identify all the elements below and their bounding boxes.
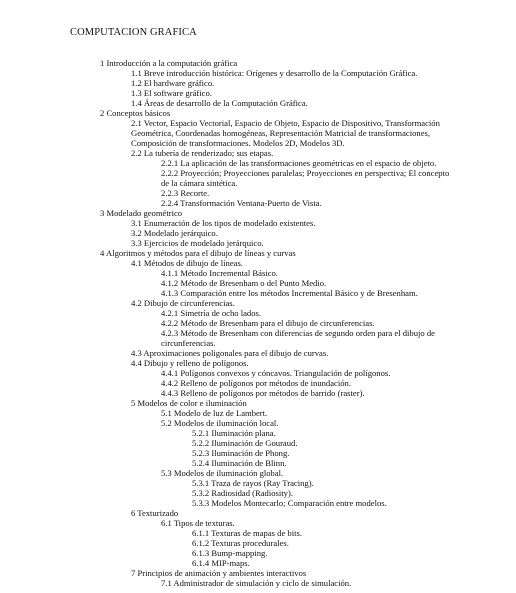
toc-line: 6 Texturizado (131, 508, 179, 518)
toc-line: 6.1.1 Texturas de mapas de bits. (192, 528, 302, 538)
toc-line: 5.2.1 Iluminación plana. (192, 428, 276, 438)
toc-line: 6.1.4 MIP-maps. (192, 558, 250, 568)
toc-line: 3.2 Modelado jerárquico. (131, 228, 218, 238)
toc-line: de la cámara sintética. (161, 178, 238, 188)
toc-line: 2 Conceptos básicos (100, 108, 171, 118)
toc-line: 4.2.3 Método de Bresenham con diferencias de segundo orden para el dibujo de (161, 328, 435, 338)
toc-line: 1.2 El hardware gráfico. (131, 78, 215, 88)
toc-line: circunferencias. (161, 338, 216, 348)
toc-line: 6.1 Tipos de texturas. (161, 518, 235, 528)
toc-line: 4.4.2 Relleno de polígonos por métodos de inundación. (161, 378, 351, 388)
toc-line: 4.1.1 Método Incremental Básico. (161, 268, 278, 278)
toc-line: 1.4 Áreas de desarrollo de la Computación Gráfica. (131, 98, 308, 108)
toc-line: 5.2.4 Iluminación de Blinn. (192, 458, 287, 468)
page-title: COMPUTACION GRAFICA (70, 27, 197, 38)
toc-line: 4.1.3 Comparación entre los métodos Incremental Básico y de Bresenham. (161, 288, 418, 298)
toc-line: 4.1 Métodos de dibujo de líneas. (131, 258, 243, 268)
toc-line: 2.2.3 Recorte. (161, 188, 210, 198)
toc-line: 4.4.1 Polígonos convexos y cóncavos. Triangulación de polígonos. (161, 368, 391, 378)
toc-line: 4 Algoritmos y métodos para el dibujo de líneas y curvas (100, 248, 296, 258)
toc-line: 5.1 Modelo de luz de Lambert. (161, 408, 268, 418)
toc-line: 5.2.3 Iluminación de Phong. (192, 448, 290, 458)
toc-line: 6.1.3 Bump-mapping. (192, 548, 268, 558)
toc-line: 3 Modelado geométrico (100, 208, 183, 218)
toc-line: 1.3 El software gráfico. (131, 88, 212, 98)
toc-line: 4.2 Dibujo de circunferencias. (131, 298, 235, 308)
toc-line: 4.3 Aproximaciones poligonales para el dibujo de curvas. (131, 348, 329, 358)
toc-line: 5.2 Modelos de iluminación local. (161, 418, 279, 428)
toc-line: 6.1.2 Texturas procedurales. (192, 538, 289, 548)
toc-line: 1.1 Breve introducción histórica: Orígenes y desarrollo de la Computación Gráfica. (131, 68, 418, 78)
toc-line: Composición de transformaciones. Modelos 2D, Modelos 3D. (131, 138, 345, 148)
toc-line: 5.3.3 Modelos Montecarlo; Comparación entre modelos. (192, 498, 387, 508)
toc-line: 5.3.2 Radiosidad (Radiosity). (192, 488, 293, 498)
toc-line: 2.2 La tubería de renderizado; sus etapas. (131, 148, 274, 158)
toc-line: 3.1 Enumeración de los tipos de modelado existentes. (131, 218, 316, 228)
toc-line: 4.2.2 Método de Bresenham para el dibujo de circunferencias. (161, 318, 375, 328)
toc-line: 2.1 Vector, Espacio Vectorial, Espacio de Objeto, Espacio de Dispositivo, Transformación (131, 118, 440, 128)
toc-line: 2.2.2 Proyección; Proyecciones paralelas; Proyecciones en perspectiva; El concepto (161, 168, 450, 178)
toc-line: 2.2.4 Transformación Ventana-Puerto de Vista. (161, 198, 322, 208)
toc-line: 4.2.1 Simetría de ocho lados. (161, 308, 262, 318)
toc-line: Geométrica, Coordenadas homogéneas, Representación Matricial de transformaciones, (131, 128, 430, 138)
toc-line: 5.3 Modelos de iluminación global. (161, 468, 284, 478)
toc-line: 3.3 Ejercicios de modelado jerárquico. (131, 238, 264, 248)
toc-line: 5.3.1 Traza de rayos (Ray Tracing). (192, 478, 314, 488)
toc-line: 5.2.2 Iluminación de Gouraud. (192, 438, 298, 448)
toc-line: 4.4.3 Relleno de polígonos por métodos de barrido (raster). (161, 388, 365, 398)
toc-line: 2.2.1 La aplicación de las transformaciones geométricas en el espacio de objeto. (161, 158, 437, 168)
toc-line: 7 Principios de animación y ambientes interactivos (131, 568, 307, 578)
toc-line: 1 Introducción a la computación gráfica (100, 58, 238, 68)
toc-line: 4.1.2 Método de Bresenham o del Punto Medio. (161, 278, 327, 288)
toc-line: 4.4 Dibujo y relleno de polígonos. (131, 358, 249, 368)
toc-line: 5 Modelos de color e iluminación (131, 398, 247, 408)
toc-line: 7.1 Administrador de simulación y ciclo de simulación. (161, 578, 352, 588)
